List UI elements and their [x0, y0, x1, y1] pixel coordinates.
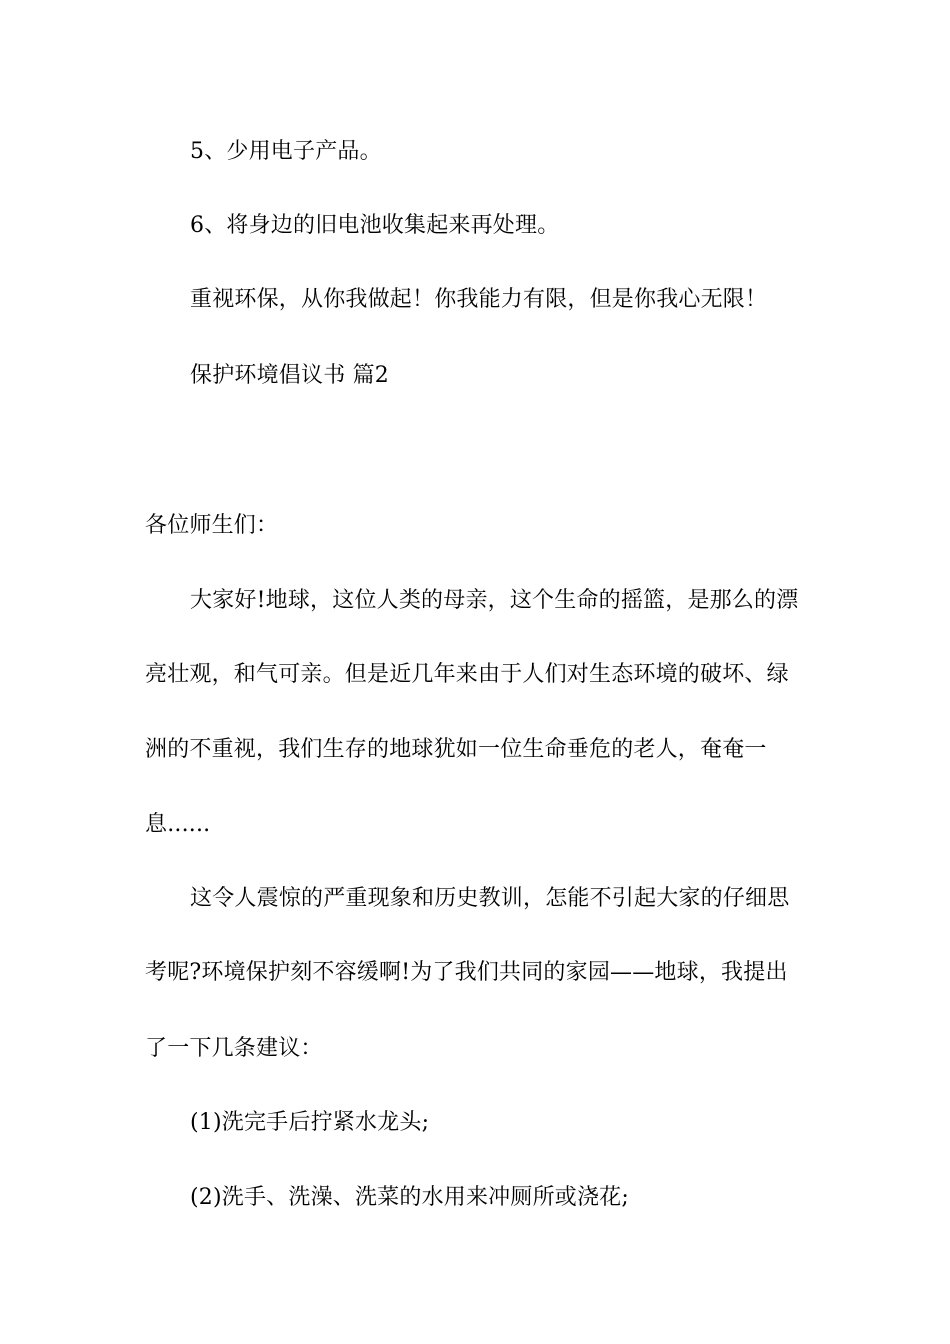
- suggestion-item-2: (2)洗手、洗澡、洗菜的水用来冲厕所或浇花;: [190, 1185, 629, 1210]
- list-item-5: 5、少用电子产品。: [190, 139, 382, 164]
- paragraph-line: 息......: [145, 812, 211, 837]
- suggestion-item-1: (1)洗完手后拧紧水龙头;: [190, 1110, 430, 1135]
- list-item-6: 6、将身边的旧电池收集起来再处理。: [190, 213, 560, 238]
- paragraph-line: 了一下几条建议：: [145, 1036, 323, 1061]
- paragraph-line: 亮壮观，和气可亲。但是近几年来由于人们对生态环境的破坏、绿: [145, 662, 789, 687]
- section-title: 保护环境倡议书 篇2: [190, 363, 389, 388]
- salutation: 各位师生们：: [145, 513, 279, 538]
- paragraph-line: 考呢?环境保护刻不容缓啊!为了我们共同的家园——地球，我提出: [145, 960, 788, 985]
- paragraph-line: 洲的不重视，我们生存的地球犹如一位生命垂危的老人，奄奄一: [145, 737, 767, 762]
- closing-slogan: 重视环保，从你我做起！你我能力有限，但是你我心无限！: [190, 287, 768, 312]
- paragraph-line: 这令人震惊的严重现象和历史教训，怎能不引起大家的仔细思: [190, 886, 790, 911]
- paragraph-line: 大家好!地球，这位人类的母亲，这个生命的摇篮，是那么的漂: [190, 588, 799, 613]
